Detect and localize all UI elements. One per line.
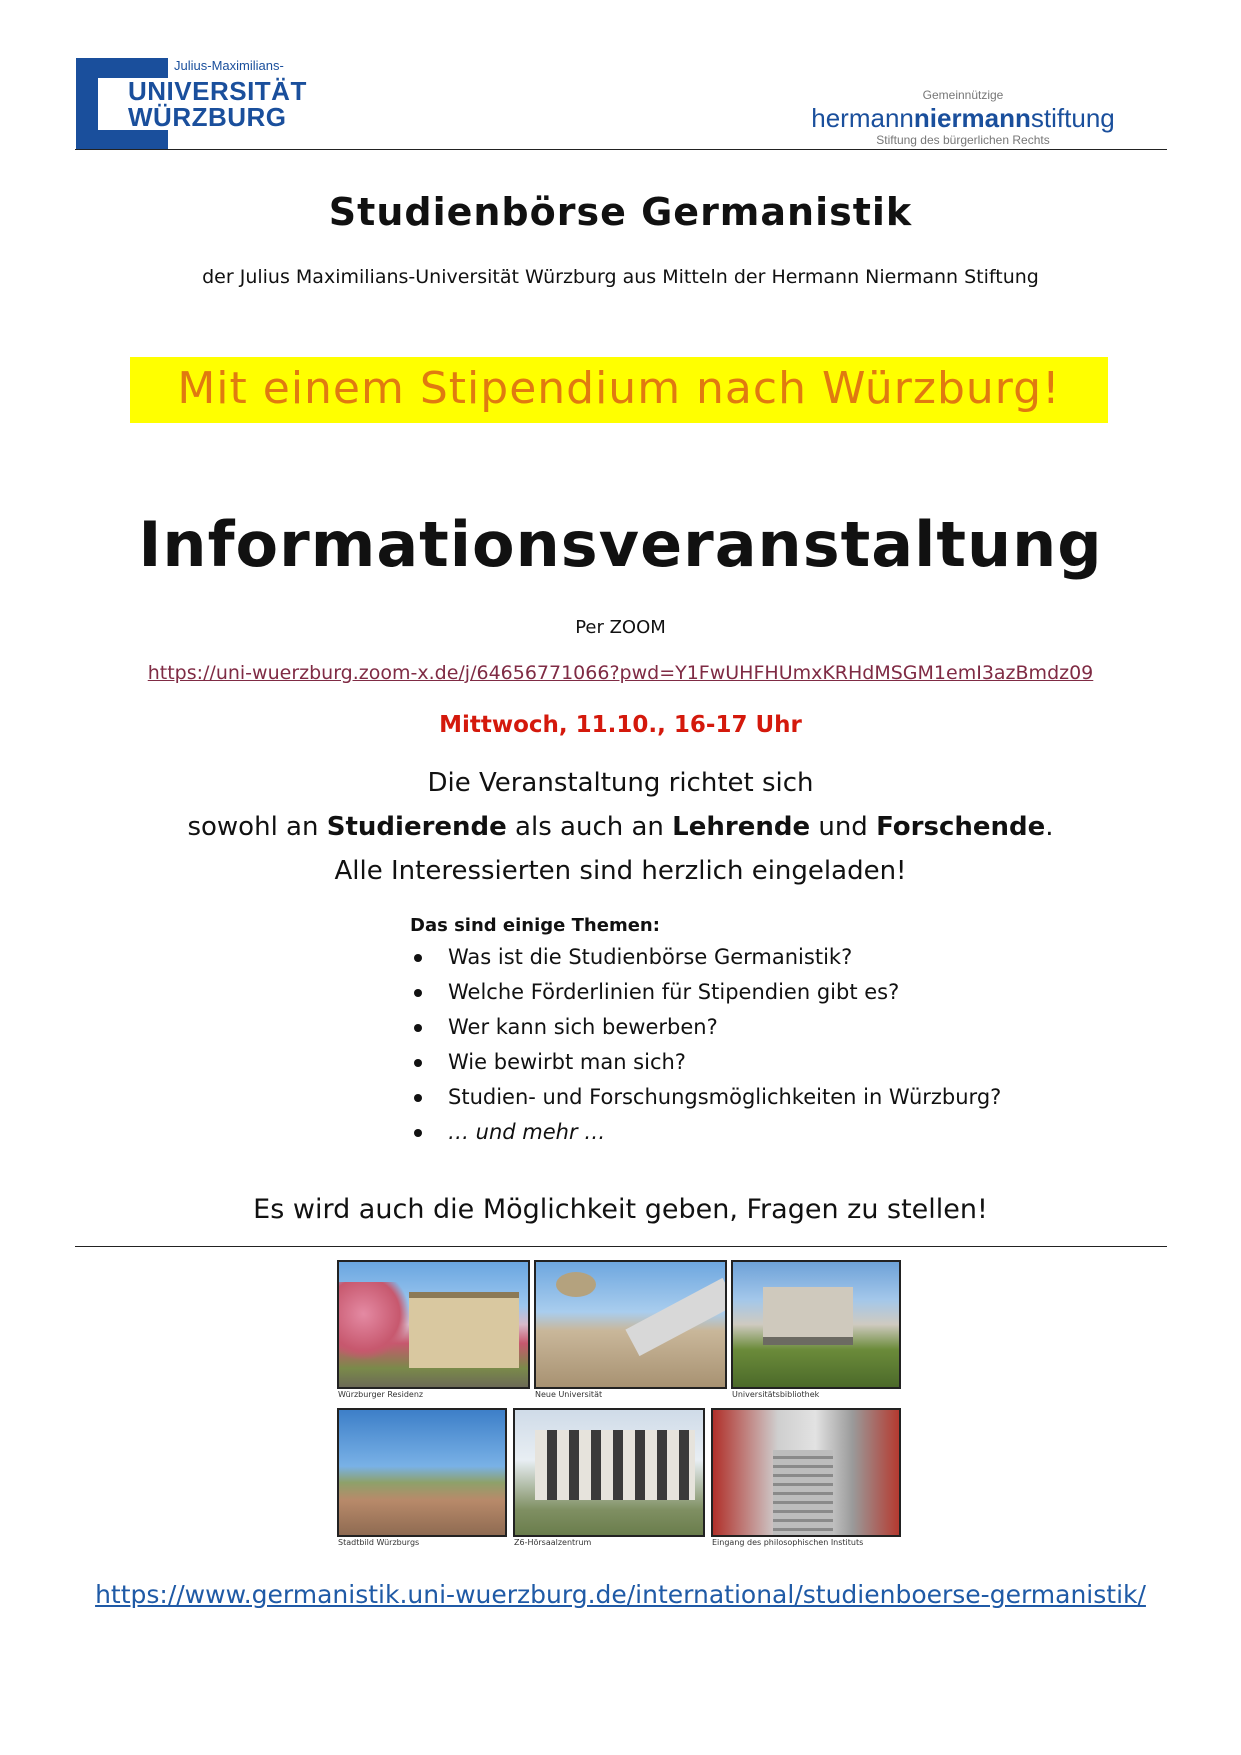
audience-researchers: Forschende: [876, 812, 1046, 842]
photo-caption: Eingang des philosophischen Instituts: [712, 1538, 864, 1547]
photo-bibliothek: [731, 1260, 901, 1389]
audience-line-1: Die Veranstaltung richtet sich: [427, 768, 814, 798]
list-item: Wer kann sich bewerben?: [410, 1010, 1110, 1045]
foundation-logo: [808, 88, 1118, 148]
topics-heading: Das sind einige Themen:: [410, 915, 660, 936]
event-title: Informationsveranstaltung: [138, 508, 1103, 581]
university-logo-small-text: Julius-Maximilians-: [174, 58, 284, 73]
page-title: Studienbörse Germanistik: [328, 190, 913, 234]
event-format: Per ZOOM: [575, 617, 666, 638]
bullet-icon: [414, 954, 422, 962]
bullet-icon: [414, 1024, 422, 1032]
photo-caption: Universitätsbibliothek: [732, 1390, 820, 1399]
banner-text: Mit einem Stipendium nach Würzburg!: [177, 363, 1061, 414]
gallery-divider: [75, 1246, 1167, 1247]
photo-stadtbild: [337, 1408, 507, 1537]
audience-students: Studierende: [326, 812, 507, 842]
bullet-icon: [414, 989, 422, 997]
website-link[interactable]: https://www.germanistik.uni-wuerzburg.de/international/studienboerse-germanistik/: [95, 1580, 1146, 1609]
university-logo-line2: WÜRZBURG: [128, 102, 287, 132]
university-logo: [76, 58, 307, 150]
foundation-logo-top: Gemeinnützige: [922, 88, 1004, 102]
photo-caption: Stadtbild Würzburgs: [338, 1538, 420, 1547]
foundation-logo-sub: Stiftung des bürgerlichen Rechts: [876, 133, 1050, 147]
page-subtitle: der Julius Maximilians-Universität Würzburg aus Mitteln der Hermann Niermann Stiftung: [202, 266, 1039, 288]
photo-philosophisches-institut: [711, 1408, 901, 1537]
list-item: … und mehr …: [410, 1115, 1110, 1150]
photo-caption: Neue Universität: [535, 1390, 603, 1399]
audience-teachers: Lehrende: [672, 812, 811, 842]
list-item: Studien- und Forschungsmöglichkeiten in Würzburg?: [410, 1080, 1110, 1115]
university-logo-line1: UNIVERSITÄT: [128, 76, 307, 106]
event-date: Mittwoch, 11.10., 16-17 Uhr: [439, 712, 802, 738]
bullet-icon: [414, 1129, 422, 1137]
audience-line-3: Alle Interessierten sind herzlich eingeladen!: [334, 856, 907, 886]
photo-caption: Z6-Hörsaalzentrum: [514, 1538, 592, 1547]
topics-list: [410, 915, 1110, 1150]
header-divider: [75, 149, 1167, 150]
zoom-link[interactable]: https://uni-wuerzburg.zoom-x.de/j/64656771066?pwd=Y1FwUHFHUmxKRHdMSGM1emI3azBmdz09: [147, 662, 1094, 684]
foundation-logo-name: hermannniermannstiftung: [811, 103, 1115, 133]
audience-line-2: sowohl an Studierende als auch an Lehrende und Forschende.: [187, 812, 1054, 842]
list-item: Was ist die Studienbörse Germanistik?: [410, 940, 1110, 975]
photo-caption: Würzburger Residenz: [338, 1390, 424, 1399]
photo-neue-universitaet: [534, 1260, 727, 1389]
bullet-icon: [414, 1059, 422, 1067]
list-item: Welche Förderlinien für Stipendien gibt es?: [410, 975, 1110, 1010]
scholarship-banner: [130, 357, 1108, 423]
bullet-icon: [414, 1094, 422, 1102]
list-item: Wie bewirbt man sich?: [410, 1045, 1110, 1080]
questions-note: Es wird auch die Möglichkeit geben, Fragen zu stellen!: [253, 1194, 988, 1225]
photo-hoersaalzentrum: [513, 1408, 705, 1537]
photo-residenz: [337, 1260, 530, 1389]
